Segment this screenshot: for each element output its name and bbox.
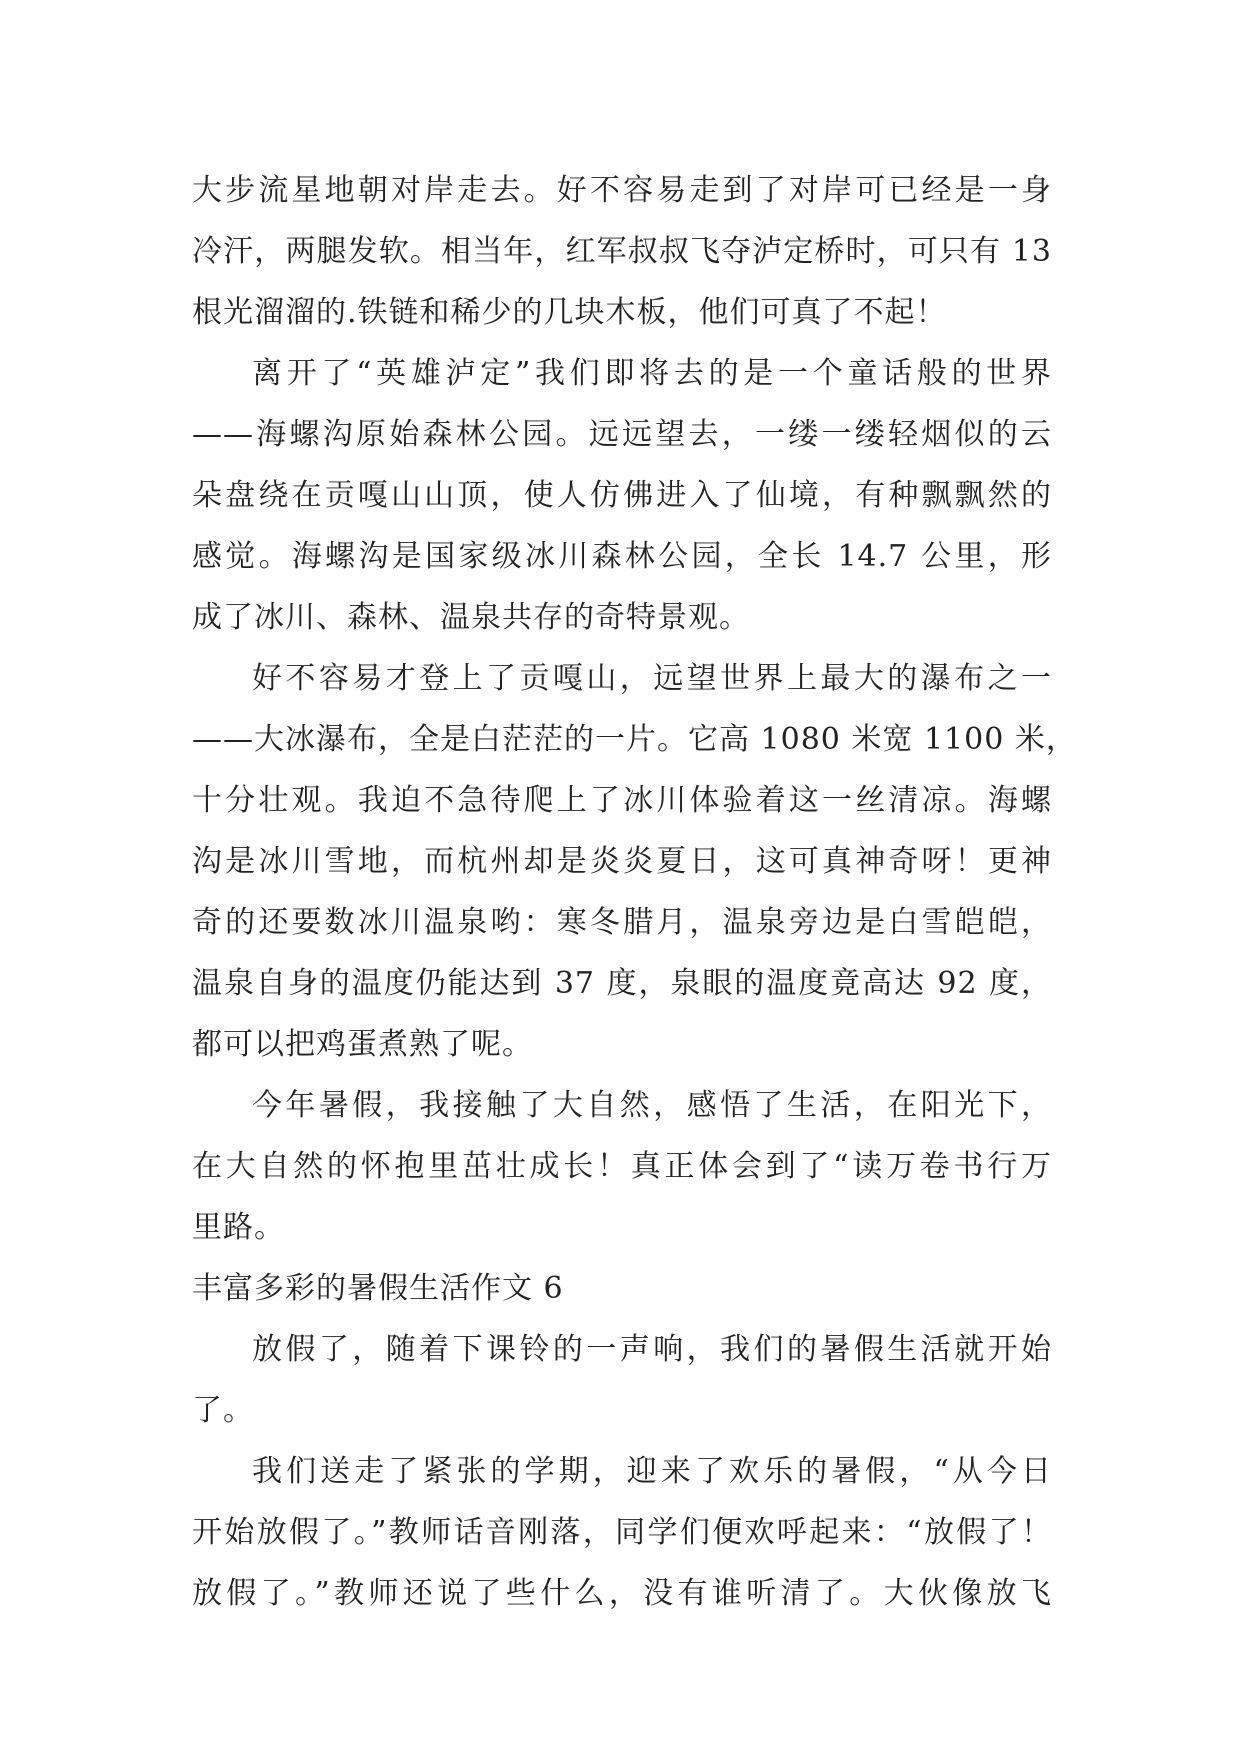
text-line: 奇的还要数冰川温泉哟：寒冬腊月，温泉旁边是白雪皑皑，	[192, 905, 1052, 940]
paragraph	[192, 1441, 1052, 1624]
text-line: 大步流星地朝对岸走去。好不容易走到了对岸可已经是一身	[192, 173, 1052, 208]
text-line: 里路。	[192, 1210, 285, 1245]
text-line: 沟是冰川雪地，而杭州却是炎炎夏日，这可真神奇呀！更神	[192, 844, 1052, 879]
paragraph	[192, 648, 1077, 1075]
paragraph	[192, 1075, 1052, 1258]
text-line: 在大自然的怀抱里茁壮成长！真正体会到了“读万卷书行万	[192, 1149, 1052, 1184]
text-line: 了。	[192, 1393, 254, 1428]
text-line: 我们送走了紧张的学期，迎来了欢乐的暑假，“从今日	[252, 1454, 1052, 1489]
text-line: 好不容易才登上了贡嘎山，远望世界上最大的瀑布之一	[252, 661, 1052, 696]
text-line: 十分壮观。我迫不急待爬上了冰川体验着这一丝清凉。海螺	[192, 783, 1052, 818]
paragraph	[192, 1319, 1052, 1441]
text-line: 离开了“英雄泸定”我们即将去的是一个童话般的世界	[252, 356, 1052, 391]
paragraph	[192, 343, 1052, 648]
text-line: 今年暑假，我接触了大自然，感悟了生活，在阳光下，	[252, 1088, 1052, 1123]
text-line: 冷汗，两腿发软。相当年，红军叔叔飞夺泸定桥时，可只有 13	[192, 234, 1052, 269]
paragraph	[192, 160, 1052, 343]
text-line: 温泉自身的温度仍能达到 37 度，泉眼的温度竟高达 92 度，	[192, 966, 1052, 1001]
document-body	[192, 160, 1077, 1624]
section-heading: 丰富多彩的暑假生活作文 6	[192, 1271, 564, 1306]
text-line: 成了冰川、森林、温泉共存的奇特景观。	[192, 600, 750, 635]
text-line: ——海螺沟原始森林公园。远远望去，一缕一缕轻烟似的云	[192, 417, 1052, 452]
text-line: 感觉。海螺沟是国家级冰川森林公园，全长 14.7 公里，形	[192, 539, 1052, 574]
text-line: 都可以把鸡蛋煮熟了呢。	[192, 1027, 533, 1062]
text-line: ——大冰瀑布，全是白茫茫的一片。它高 1080 米宽 1100 米，	[192, 722, 1077, 757]
text-line: 根光溜溜的.铁链和稀少的几块木板，他们可真了不起！	[192, 295, 947, 330]
text-line: 放假了。”教师还说了些什么，没有谁听清了。大伙像放飞	[192, 1576, 1052, 1611]
text-line: 开始放假了。”教师话音刚落，同学们便欢呼起来：“放假了！	[192, 1515, 1052, 1550]
text-line: 朵盘绕在贡嘎山山顶，使人仿佛进入了仙境，有种飘飘然的	[192, 478, 1052, 513]
text-line: 放假了，随着下课铃的一声响，我们的暑假生活就开始	[252, 1332, 1052, 1367]
